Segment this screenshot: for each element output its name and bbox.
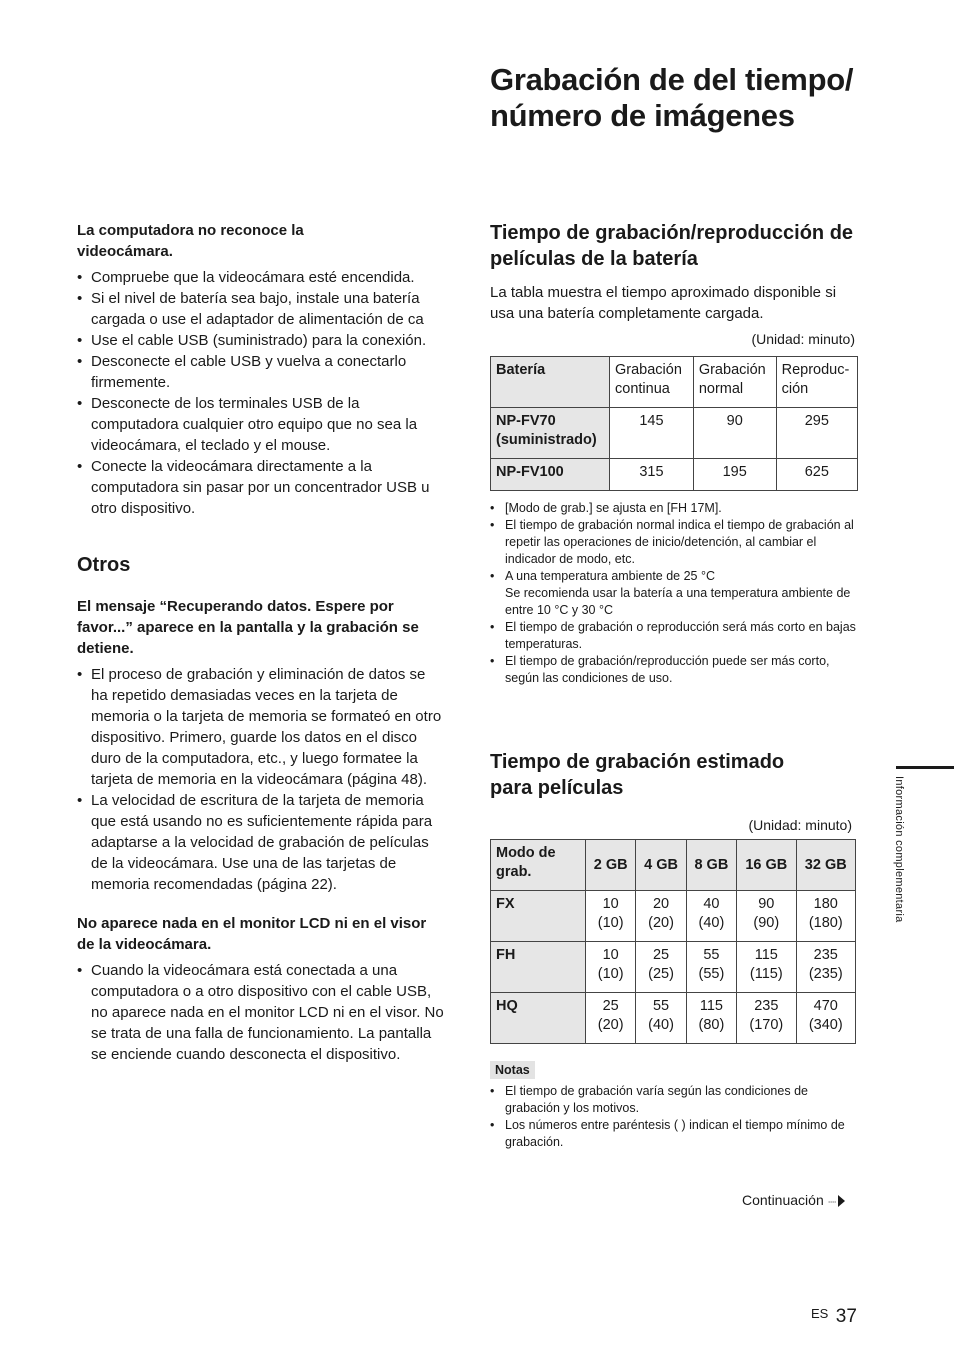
table-header-row <box>491 840 856 891</box>
battery-unit: (Unidad: minuto) <box>751 331 855 347</box>
table-header-cell: 32 GB <box>796 840 855 891</box>
table-cell: 90 <box>693 408 776 459</box>
table-cell: 195 <box>693 459 776 491</box>
list-item <box>490 568 860 619</box>
page-number: 37 <box>835 1306 857 1327</box>
side-tab-bar <box>896 766 954 769</box>
list-item: • El tiempo de grabación/reproducción puede ser más corto, según las condiciones de uso. <box>490 653 860 687</box>
list-item: • Compruebe que la videocámara esté encendida. <box>77 267 445 288</box>
table-row <box>491 993 856 1044</box>
table-cell: 10 (10) <box>586 891 636 942</box>
list-item: • Los números entre paréntesis ( ) indican el tiempo mínimo de grabación. <box>490 1117 860 1151</box>
table-cell: 470 (340) <box>796 993 855 1044</box>
table-cell: 145 <box>610 408 694 459</box>
computer-bullets <box>77 267 445 519</box>
table-cell: NP-FV100 <box>491 459 610 491</box>
list-item: • El tiempo de grabación normal indica el tiempo de grabación al repetir las operaciones de inicio/detención, al cambiar el indicador de modo, etc. <box>490 517 860 568</box>
table-cell: 235 (170) <box>737 993 796 1044</box>
table-row <box>491 942 856 993</box>
table-row <box>491 891 856 942</box>
table-cell: 90 (90) <box>737 891 796 942</box>
table-header-cell: Reproduc-ción <box>776 357 857 408</box>
continuation-marker <box>742 1192 845 1208</box>
list-item: • La velocidad de escritura de la tarjeta de memoria que está usando no es suficientemente rápida para adaptarse a la velocidad de grabación de películas de la videocámara. Use una de las tarjetas de memoria recomendadas (página 22). <box>77 790 445 895</box>
side-tab-label: Información complementaria <box>893 776 905 923</box>
list-item: • [Modo de grab.] se ajusta en [FH 17M]. <box>490 500 860 517</box>
right-column <box>490 220 860 1151</box>
table-row <box>491 408 858 459</box>
continuation-label: Continuación <box>742 1192 824 1208</box>
battery-intro: La tabla muestra el tiempo aproximado disponible si usa una batería completamente cargada. <box>490 284 837 322</box>
table-header-cell: Batería <box>491 357 610 408</box>
table-header-cell: 2 GB <box>586 840 636 891</box>
language-code: ES <box>811 1306 829 1321</box>
table-header-row <box>491 357 858 408</box>
table-cell: 55 (55) <box>686 942 736 993</box>
page-title-line1: Grabación de del tiempo/ <box>490 62 854 97</box>
table-header-cell: 16 GB <box>737 840 796 891</box>
page-title <box>490 62 930 134</box>
page-footer <box>811 1306 857 1328</box>
movies-unit: (Unidad: minuto) <box>748 817 852 833</box>
notas-block <box>490 1061 860 1151</box>
section-heading-computer: La computadora no reconoce la videocámara. <box>77 222 304 260</box>
lcd-bullets <box>77 960 445 1065</box>
list-item: • Si el nivel de batería sea bajo, instale una batería cargada o use el adaptador de alimentación de ca <box>77 288 445 330</box>
table-cell: HQ <box>491 993 586 1044</box>
list-item: • El tiempo de grabación o reproducción será más corto en bajas temperaturas. <box>490 619 860 653</box>
table-cell: 10 (10) <box>586 942 636 993</box>
table-header-cell: 8 GB <box>686 840 736 891</box>
table-cell: 115 (115) <box>737 942 796 993</box>
table-cell: FX <box>491 891 586 942</box>
table-cell: 180 (180) <box>796 891 855 942</box>
table-cell: 20 (20) <box>636 891 686 942</box>
table-cell: 40 (40) <box>686 891 736 942</box>
table-cell: 25 (25) <box>636 942 686 993</box>
table-cell: 295 <box>776 408 857 459</box>
table-cell: 235 (235) <box>796 942 855 993</box>
recovering-message-heading: El mensaje “Recuperando datos. Espere por favor...” aparece en la pantalla y la grabación se detiene. <box>77 598 419 657</box>
battery-table <box>490 356 858 491</box>
table-cell: 115 (80) <box>686 993 736 1044</box>
arrow-right-icon <box>838 1195 845 1207</box>
dotted-leader-icon: ···· <box>827 1196 836 1207</box>
list-item: • Conecte la videocámara directamente a la computadora sin pasar por un concentrador USB u otro dispositivo. <box>77 456 445 519</box>
table-cell: 315 <box>610 459 694 491</box>
table-cell: 625 <box>776 459 857 491</box>
table-header-cell: Grabación normal <box>693 357 776 408</box>
table-header-cell: Modo de grab. <box>491 840 586 891</box>
list-item: • Use el cable USB (suministrado) para la conexión. <box>77 330 445 351</box>
notas-list <box>490 1083 860 1151</box>
movies-table <box>490 839 856 1044</box>
note-text: A una temperatura ambiente de 25 °C <box>505 569 715 583</box>
list-item: • Cuando la videocámara está conectada a una computadora o a otro dispositivo con el cable USB, no aparece nada en el monitor LCD ni en el visor. No se trata de una falla de funcionamiento. La pantalla se enciende cuando desconecta el dispositivo. <box>77 960 445 1065</box>
recovering-bullets <box>77 664 445 895</box>
table-cell: FH <box>491 942 586 993</box>
table-row <box>491 459 858 491</box>
otros-heading: Otros <box>77 554 131 576</box>
list-item: • El proceso de grabación y eliminación de datos se ha repetido demasiadas veces en la tarjeta de memoria o la tarjeta de memoria se formateó en otro dispositivo. Primero, guarde los datos en el disco duro de la computadora, etc., y luego formatee la tarjeta de memoria en la videocámara (página 48). <box>77 664 445 790</box>
list-item: • El tiempo de grabación varía según las condiciones de grabación y los motivos. <box>490 1083 860 1117</box>
notas-label: Notas <box>490 1061 535 1079</box>
table-cell: NP-FV70 (suministrado) <box>491 408 610 459</box>
left-column <box>77 220 445 1065</box>
lcd-heading: No aparece nada en el monitor LCD ni en el visor de la videocámara. <box>77 915 427 953</box>
note-text: Se recomienda usar la batería a una temperatura ambiente de entre 10 °C y 30 °C <box>505 586 851 617</box>
table-cell: 55 (40) <box>636 993 686 1044</box>
battery-heading: Tiempo de grabación/reproducción de películas de la batería <box>490 222 854 270</box>
table-cell: 25 (20) <box>586 993 636 1044</box>
movies-heading: Tiempo de grabación estimado para películas <box>490 751 785 799</box>
table-header-cell: Grabación continua <box>610 357 694 408</box>
battery-notes <box>490 500 860 687</box>
table-header-cell: 4 GB <box>636 840 686 891</box>
page-title-line2: número de imágenes <box>490 98 795 133</box>
list-item: • Desconecte de los terminales USB de la computadora cualquier otro equipo que no sea la videocámara, el teclado y el mouse. <box>77 393 445 456</box>
list-item: • Desconecte el cable USB y vuelva a conectarlo firmemente. <box>77 351 445 393</box>
